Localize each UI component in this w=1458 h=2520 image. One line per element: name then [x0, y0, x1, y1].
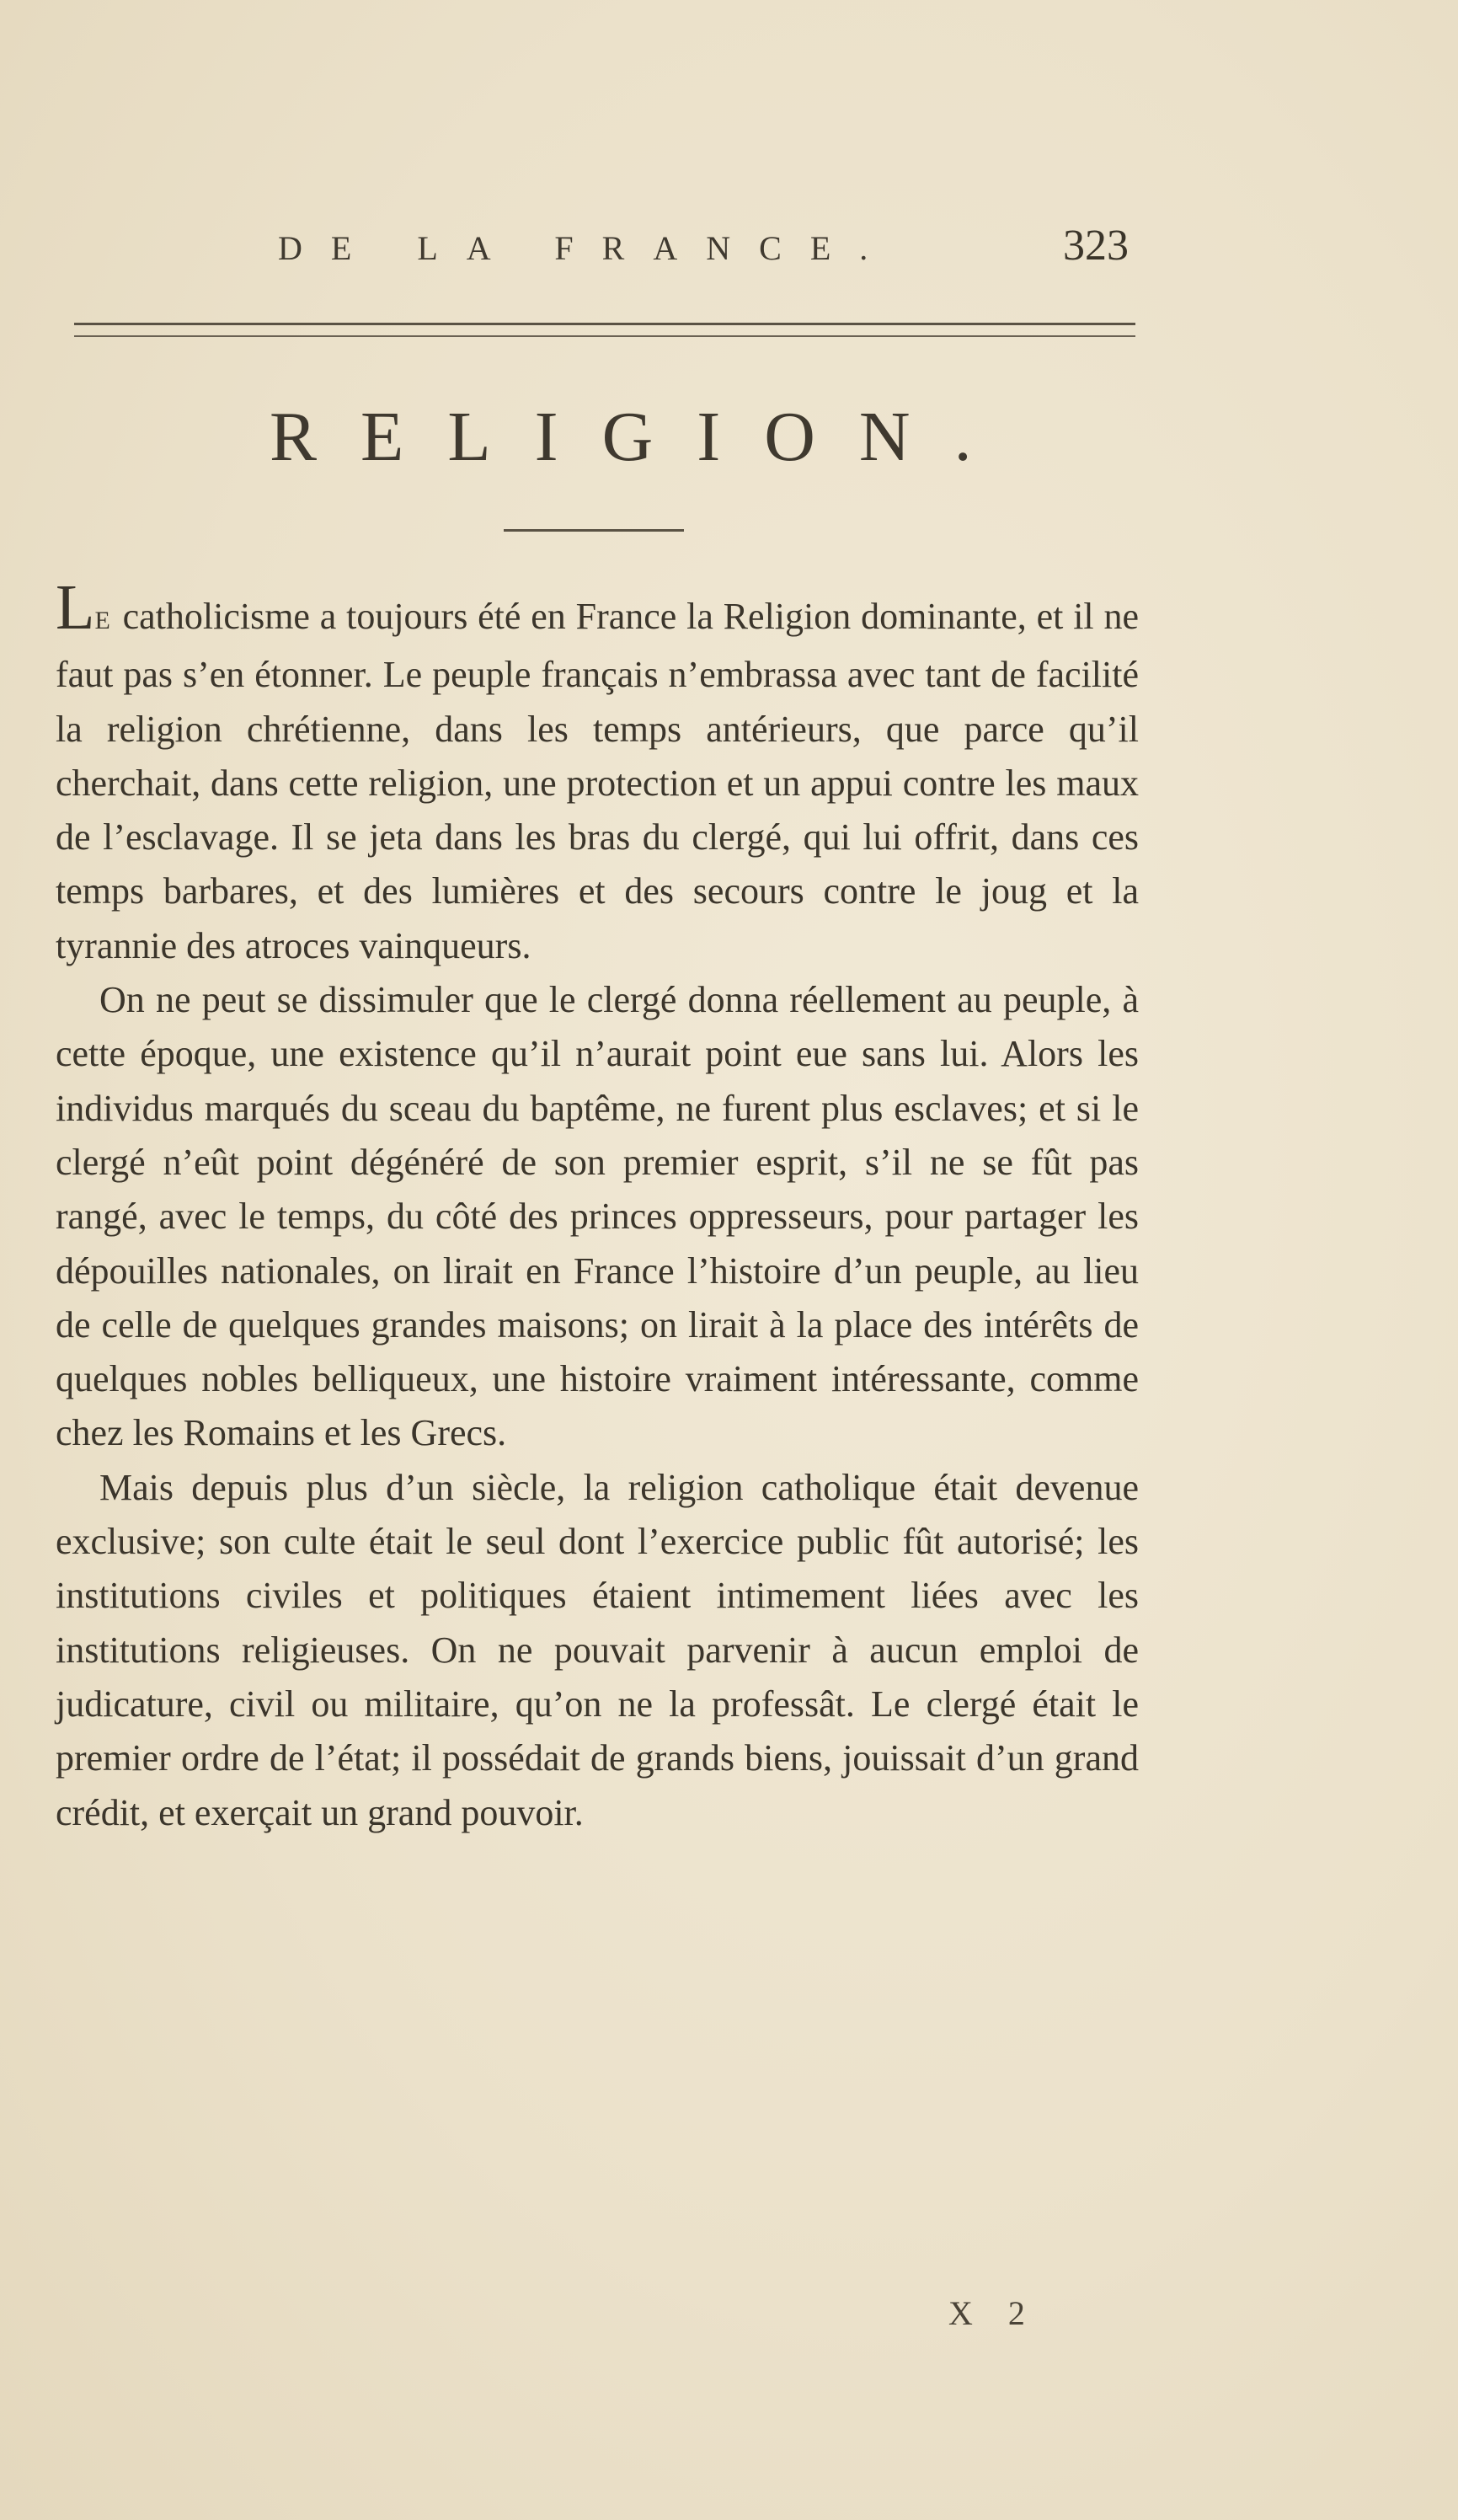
paragraph-1 [56, 572, 1139, 973]
page-header [270, 221, 1129, 270]
drop-cap: L [56, 572, 95, 643]
paragraph-2 [56, 973, 1139, 1461]
title-rule [504, 529, 684, 532]
small-caps: E [94, 607, 113, 634]
running-head: DE LA FRANCE. [278, 229, 897, 267]
body-text [56, 572, 1139, 1840]
paragraph-3-text: Mais depuis plus d’un siècle, la religion catholique était devenue exclusive; son culte était le seul dont l’exercice public fût autorisé; les institutions civiles et politiques étaient intimement liées avec les institutions religieuses. On ne pouvait parvenir à aucun emploi de judicature, civil ou militaire, qu’on ne la professât. Le clergé était le premier ordre de l’état; il possédait de grands biens, jouissait d’un grand crédit, et exerçait un grand pouvoir. [56, 1466, 1139, 1833]
paragraph-3 [56, 1461, 1139, 1840]
paragraph-1-text: catholicisme a toujours été en France la Religion dominante, et il ne faut pas s’en étonner. Le peuple français n’embrassa avec tant de facilité la religion chrétienne, dans les temps antérieurs, que parce qu’il cherchait, dans cette religion, une protection et un appui contre les maux de l’esclavage. Il se jeta dans les bras du clergé, qui lui offrit, dans ces temps barbares, et des lumières et des secours contre le joug et la tyrannie des atroces vainqueurs. [56, 596, 1139, 966]
header-double-rule [74, 323, 1135, 337]
paragraph-2-text: On ne peut se dissimuler que le clergé donna réellement au peuple, à cette époque, une existence qu’il n’aurait point eue sans lui. Alors les individus marqués du sceau du baptême, ne furent plus esclaves; et si le clergé n’eût point dégénéré de son premier esprit, s’il ne se fût pas rangé, avec le temps, du côté des princes oppresseurs, pour partager les dépouilles nationales, on lirait en France l’histoire d’un peuple, au lieu de celle de quelques grandes maisons; on lirait à la place des intérêts de quelques nobles belliqueux, une histoire vraiment intéressante, comme chez les Romains et les Grecs. [56, 979, 1139, 1454]
signature-mark: X 2 [948, 2294, 1039, 2332]
page-number: 323 [1063, 222, 1129, 270]
section-title: RELIGION. [270, 398, 1016, 476]
